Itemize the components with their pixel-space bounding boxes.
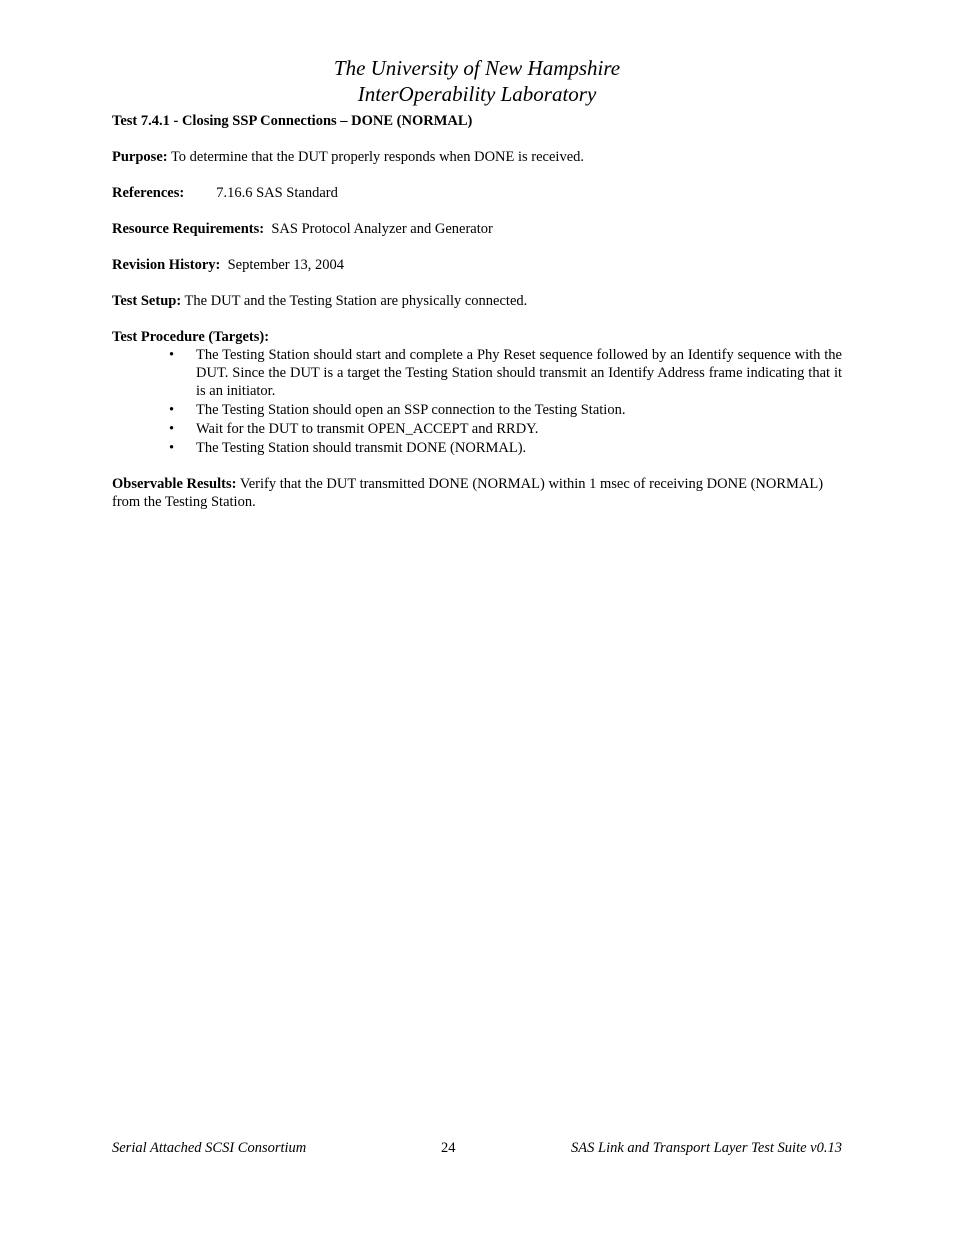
footer-suite-title: SAS Link and Transport Layer Test Suite v0.13 (571, 1140, 842, 1156)
bullet-icon: • (169, 402, 175, 418)
resources-label: Resource Requirements: (112, 221, 265, 237)
header-laboratory: InterOperability Laboratory (357, 82, 597, 106)
procedure-step-text: The Testing Station should open an SSP connection to the Testing Station. (196, 402, 626, 418)
setup-label: Test Setup: (112, 293, 182, 309)
procedure-step-text: The Testing Station should transmit DONE (NORMAL). (196, 440, 527, 456)
footer-consortium: Serial Attached SCSI Consortium (112, 1140, 307, 1156)
procedure-step-text: Wait for the DUT to transmit OPEN_ACCEPT and RRDY. (196, 421, 539, 437)
revision-label: Revision History: (112, 257, 221, 273)
test-title: Test 7.4.1 - Closing SSP Connections – DONE (NORMAL) (112, 113, 473, 129)
list-item (112, 420, 842, 438)
observable-section (112, 475, 842, 511)
document-body (112, 112, 842, 511)
header-university: The University of New Hampshire (333, 56, 621, 80)
revision-section (112, 256, 842, 274)
resources-text: SAS Protocol Analyzer and Generator (264, 221, 493, 237)
bullet-icon: • (169, 421, 175, 437)
purpose-section (112, 148, 842, 166)
page-header (0, 55, 954, 107)
bullet-icon: • (169, 347, 175, 363)
procedure-step-text: The Testing Station should start and complete a Phy Reset sequence followed by an Identify sequence with the DUT. Since the DUT is a target the Testing Station should transmit an Identify Address frame indicating that it is an initiator. (196, 347, 842, 399)
purpose-text: To determine that the DUT properly responds when DONE is received. (167, 149, 585, 165)
procedure-list (112, 346, 842, 457)
list-item (112, 439, 842, 457)
references-text: 7.16.6 SAS Standard (216, 185, 338, 201)
list-item (112, 346, 842, 400)
revision-text: September 13, 2004 (220, 257, 344, 273)
references-label: References: (112, 185, 185, 201)
purpose-label: Purpose: (112, 149, 168, 165)
observable-text: Verify that the DUT transmitted DONE (NORMAL) within 1 msec of receiving DONE (NORMAL) from the Testing Station. (112, 476, 824, 510)
procedure-heading: Test Procedure (Targets): (112, 329, 270, 345)
observable-label: Observable Results: (112, 476, 237, 492)
references-section (112, 184, 842, 202)
setup-section (112, 292, 842, 310)
setup-text: The DUT and the Testing Station are physically connected. (181, 293, 528, 309)
list-item (112, 401, 842, 419)
page-number: 24 (441, 1140, 456, 1156)
bullet-icon: • (169, 440, 175, 456)
resources-section (112, 220, 842, 238)
